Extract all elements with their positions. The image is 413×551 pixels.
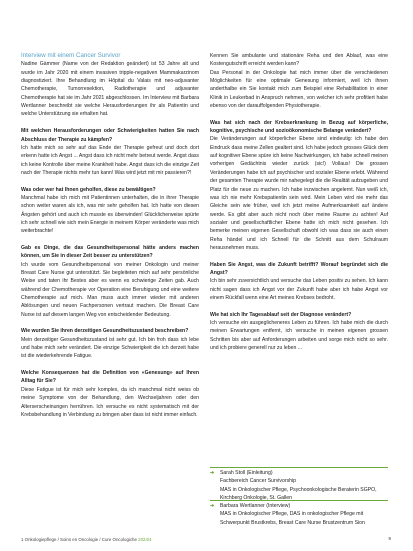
interview-answer: Ich hatte mich so sehr auf das Ende der Therapie gefreut und doch dort erkenn hatte ich Angst ... Angst dass ich nicht mehr betreut werde. Angst dass ich keine Kontrolle über meine Krankheit habe. Angst dass ich die einzige Zeit nach der Therapie nichts mehr tun kann! Was wird jetzt mit mir passieren?! bbox=[21, 144, 199, 176]
interview-answer: Nadine Gämmer (Name von der Redaktion geändert) ist 53 Jahre alt und wurde im Jahr 2020 mit einem invasiven tripple-negativen Mammakarzinom diagnostiziert. Ihre Behandlung im Hôpital du Valais mit neo-adjuvanter Chemotherapie, Tumorresektion, Radiotherapie und adjuvanter Chemotherapie hat sie im Jahr 2021 abgeschlossen. Im Interview mit Barbara Wertlanner beschreibt sie welche Herausforderungen ihr als Patientin und welche Unterstützung sie erhalten hat. bbox=[21, 61, 199, 118]
interview-answer: Mein derzeitiger Gesundheitszustand ist sehr gut. Ich bin froh dass ich lebe und habe mich sehr verändert. Die einzige Schwierigkeit die ich derzeit habe ist die wiederkehrende Fatigue. bbox=[21, 336, 199, 360]
interview-answer: Das Personal in der Onkologie hat mich immer über die verschiedenen Möglichkeiten für eine optimale Genesung informiert, weil ich ihnen anderthalbe ein Sie kontakt mich zum Beispiel eine Rehabilitation in einer Klinik in Leukerbad in Anspruch nehmen, von welcher ich sehr profitiert habe ebenso von der darauffolgenden Physiotherapie. bbox=[210, 69, 388, 110]
interview-question: Mit welchen Herausforderungen oder Schwierigkeiten hatten Sie nach Abschluss der Therapie zu kämpfen? bbox=[21, 128, 199, 143]
author-block-2 bbox=[210, 502, 388, 527]
page-number: 9 bbox=[388, 537, 391, 542]
author-name: Barbara Wertlanner (Interview) bbox=[220, 503, 291, 509]
author-divider-1 bbox=[210, 467, 388, 468]
paragraph-gap bbox=[21, 361, 199, 369]
interview-answer: Kennen Sie ambulante und stationäre Reha und den Ablauf, was eine Kostengutschrift erreicht werden kann? bbox=[210, 53, 388, 68]
interview-answer: Die Veränderungen auf körperlicher Ebene sind eindeutig: ich habe den Eindruck dass meine Zellen gealtert sind. Ich habe jedoch grosses Glück dem auf kognitiver Ebene spüre ich keine Nachwirkungen, ich habe schnell meinen vorherigen Gedächtnis wieder zurück (sic!) Vollaus! Die grossen Veränderungen habe ich auf psychischer und sozialer Ebene erlebt. Während der gesamten Therapie wurde mir nahegelegt die die Realität aufzugeben und Platz für die neue zu machen. Ich habe inzwischen angelernt. Nun weiß ich, was ich nie mehr Krebspatientin sein wird. Mein Leben wird nie mehr das Gleiche sein wie früher, weil ich jetzt meine Aufmerksamkeit auf ändere werde. Es gibt aber auch nicht noch über meine Raume zu achten! Auf sozialer und gesellschaftlicher Ebene hatte ich mich nicht gesehen. Ich bemerke meinen eigenen Gesellschaft obwohl ich was dass sie auch einen Reha händel und ich Schnell für die Schnitt aus dem Schulraum herausnehmen muss. bbox=[210, 136, 388, 251]
interview-question: Was oder wer hat Ihnen geholfen, diese zu bewältigen? bbox=[21, 186, 156, 193]
author-block-1 bbox=[210, 469, 388, 502]
interview-question: Haben Sie Angst, was die Zukunft betrifft? Worauf begründet sich die Angst? bbox=[210, 261, 388, 276]
arrow-icon: ➔ bbox=[210, 503, 215, 509]
interview-answer: Ich versuche ein ausgeglicheneres Leben zu führen. Ich habe mich die durch meinen Erwartungen entfernt, ich versuche in meinen eigenen grossen Schritten bis aber auf Anforderungen arbeiten und sorge mich nicht so sehr. und ich probiere generell nur zu leben ... bbox=[210, 320, 388, 352]
journal-name: 1 Onkologiepflege / Soins en Oncologie / Cure Oncologiche bbox=[21, 537, 137, 542]
paragraph-gap bbox=[210, 252, 388, 260]
paragraph-gap bbox=[210, 110, 388, 118]
paragraph-gap bbox=[21, 177, 199, 185]
interview-question: Gab es Dinge, die das Gesundheitspersonal hätte anders machen können, um Sie in dieser Zeit besser zu unterstützen? bbox=[21, 244, 199, 260]
paragraph-gap bbox=[21, 236, 199, 244]
interview-question: Wie wurden Sie ihren derzeitigen Gesundheitszustand beschreiben? bbox=[21, 328, 189, 335]
interview-answer: Ich wurde vom Gesundheitspersonal von meiner Onkologin und meiner Breast Care Nurse gut unterstützt. Sie begleiteten mich auf sehr persönliche Weise und taten ihr Bestes aber es wenn es schwierige Zeiten gab. Auch während der Chemotherapie vor Operation eine Beruhigung und eine weitere Chemotherapie auf mich. Man muss auch immer wieder mit anderen Ablösungen und neuen Fachpersonen vertraut machen. Die Breast Care Nurse ist auf diesem langen Weg von entscheidender Bedeutung. bbox=[21, 261, 199, 318]
author-line: Fachbereich Cancer Survivorship bbox=[220, 478, 297, 485]
interview-answer: Ich bin sehr zuversichtlich und versuche das Leben positiv zu sehen. Ich kann nicht sagen dass ich Angst vor der Zukunft habe aber ich habe Angst vor einem Rückfall wenn eine Art meines Krebses bedroht. bbox=[210, 278, 388, 301]
right-column bbox=[210, 52, 388, 352]
paragraph-gap bbox=[21, 319, 199, 327]
interview-question: Was hat sich nach der Krebserkrankung in Bezug auf körperliche, kognitive, psychische und sozioökonomische Belange verändert? bbox=[210, 119, 388, 135]
issue-label: 2024/4 bbox=[136, 537, 152, 542]
interview-question: Welche Konsequenzen hat die Definition von «Genesung» auf Ihren Alltag für Sie? bbox=[21, 370, 199, 385]
article-title: Interview mit einem Cancer Survivor bbox=[21, 52, 121, 59]
author-name: Sarah Stoll (Einleitung) bbox=[220, 470, 273, 476]
paragraph-gap bbox=[21, 119, 199, 127]
left-column bbox=[21, 52, 199, 419]
author-line: MAS in Onkologischer Pflege, Psychoonkologische Beraterin SGPO, Kirchberg Onkologie, St. Gallen bbox=[220, 486, 377, 502]
left-body bbox=[21, 60, 199, 419]
interview-answer: Diese Fatigue ist für mich sehr komplex, da ich manchmal nicht weiss ob meine Symptome von der Behandlung, den Wechseljahren oder den Alterserscheinungen herrühren. Ich versuche es nicht systematisch mit der Krebsbehandlung in Verbindung zu bringen aber dass ist nicht immer einfach. bbox=[21, 386, 199, 418]
author-line: MAS in Onkologischer Pflege, DAS in onkologischer Pflege mit Schwerpunkt Brustkrebs, Breast Care Nurse Brustzentrum Sion bbox=[220, 511, 365, 526]
paragraph-gap bbox=[210, 302, 388, 310]
arrow-icon: ➔ bbox=[210, 470, 215, 476]
interview-answer: Manchmal habe ich mich mit Patientinnen unterhalten, die in ihrer Therapie schon weiter waren als ich, was mir sehr geholfen hat. Ich hatte von diesen Ängsten gehört und auch ich musste es überwinden! Glücklicherweise spürte ich sehr schnell wie sich mein Energie in meinem Körper veränderte was mich weiterbrachte! bbox=[21, 194, 199, 235]
interview-question: Wie hat sich Ihr Tagesablauf seit der Diagnose verändert? bbox=[210, 311, 352, 318]
right-body bbox=[210, 52, 388, 352]
page-footer bbox=[21, 537, 391, 542]
author-divider-2 bbox=[210, 500, 388, 501]
